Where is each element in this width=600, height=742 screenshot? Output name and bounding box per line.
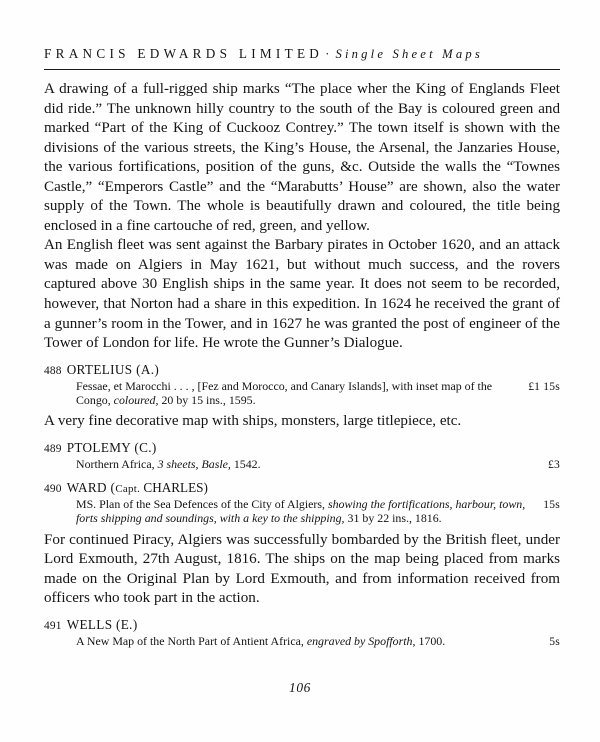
entry-details-italic: showing the fortifications, harbour, town, forts shipping and soundings, with a key to the shipping, (76, 497, 526, 526)
entry-number: 490 (44, 482, 62, 495)
entry-heading (44, 362, 560, 380)
entry-details-italic: engraved by Spofforth, (306, 634, 416, 649)
entry-description (76, 635, 560, 649)
catalogue-entry-490[interactable] (44, 480, 560, 526)
running-head-separator: · (325, 46, 330, 61)
catalogue-entry-491[interactable] (44, 617, 560, 649)
entry-details-rest: 1700. (415, 634, 446, 649)
note-488: A very fine decorative map with ships, monsters, large titlepiece, etc. (44, 413, 462, 430)
entry-title: A New Map of the North Part of Antient Africa, (76, 634, 307, 649)
entry-price: £1 15s (528, 380, 560, 394)
entry-author: WARD ( (66, 479, 116, 495)
entry-author-suffix: CHARLES) (140, 479, 208, 495)
entry-price: 15s (543, 498, 560, 512)
entry-number: 491 (44, 619, 62, 632)
entry-number: 489 (44, 442, 62, 455)
running-head (44, 46, 560, 66)
entry-description (76, 458, 560, 472)
entry-details-italic: coloured, (113, 392, 159, 407)
entry-price: £3 (548, 458, 560, 472)
note-490: For continued Piracy, Algiers was successfully bombarded by the British fleet, under Lord Exmouth, 27th August, 1816. The ships on the map being placed from marks made on the Original Plan by Lord Exmouth, and from information received from officers who took part in the action. (44, 531, 560, 607)
entry-author: PTOLEMY (C.) (66, 439, 157, 455)
entry-heading (44, 480, 560, 498)
entry-description (76, 498, 560, 525)
entry-title: Northern Africa, (76, 457, 158, 472)
entry-details-rest: 31 by 22 ins., 1816. (344, 511, 442, 526)
entry-details-rest: 20 by 15 ins., 1595. (158, 392, 256, 407)
entry-heading (44, 617, 560, 635)
paragraph-map-description: A drawing of a full-rigged ship marks “The place wher the King of Englands Fleet did ride.” The unknown hilly country to the south of the Bay is coloured green and marked “Part of the King of Cuckooz Contrey.” The town itself is shown with the divisions of the various streets, the King’s House, the Arsenal, the Janzaries House, the various fortifications, position of the guns, &c. Outside the walls the “Townes Castle,” “Emperors Castle” and the “Marabutts’ House” are shown, also the water supply of the Town. The whole is beautifully drawn and coloured, the title being enclosed in a fine cartouche of red, green, and yellow. (44, 81, 560, 234)
running-head-section: Single Sheet Maps (335, 47, 483, 61)
catalogue-entry-488[interactable] (44, 362, 560, 408)
page-number: 106 (289, 680, 311, 695)
entry-title: Fessae, et Marocchi . . . , [Fez and Morocco, and Canary Islands], with inset map of the Congo, (76, 379, 493, 407)
entry-heading (44, 440, 560, 458)
entry-author: ORTELIUS (A.) (66, 361, 160, 377)
entry-author-prefix: Capt. (115, 482, 141, 495)
catalogue-entry-489[interactable] (44, 440, 560, 472)
entry-details-italic: 3 sheets, Basle, (157, 457, 231, 472)
running-head-company: FRANCIS EDWARDS LIMITED (44, 46, 324, 61)
header-rule (44, 69, 560, 70)
entry-description (76, 380, 560, 407)
entry-author: WELLS (E.) (66, 616, 138, 632)
entry-details-rest: 1542. (230, 457, 261, 472)
entry-number: 488 (44, 364, 62, 377)
entry-price: 5s (549, 635, 560, 649)
paragraph-norton-biography: An English fleet was sent against the Barbary pirates in October 1620, and an attack was made on Algiers in May 1621, but without much success, and the rovers captured above 30 English ships in the same year. It does not seem to be recorded, however, that Norton had a share in this expedition. In 1624 he received the grant of a gunner’s room in the Tower, and in 1627 he was granted the post of engineer of the Tower of London for life. He wrote the Gunner’s Dialogue. (44, 237, 560, 352)
entry-title: MS. Plan of the Sea Defences of the City of Algiers, (76, 497, 328, 512)
